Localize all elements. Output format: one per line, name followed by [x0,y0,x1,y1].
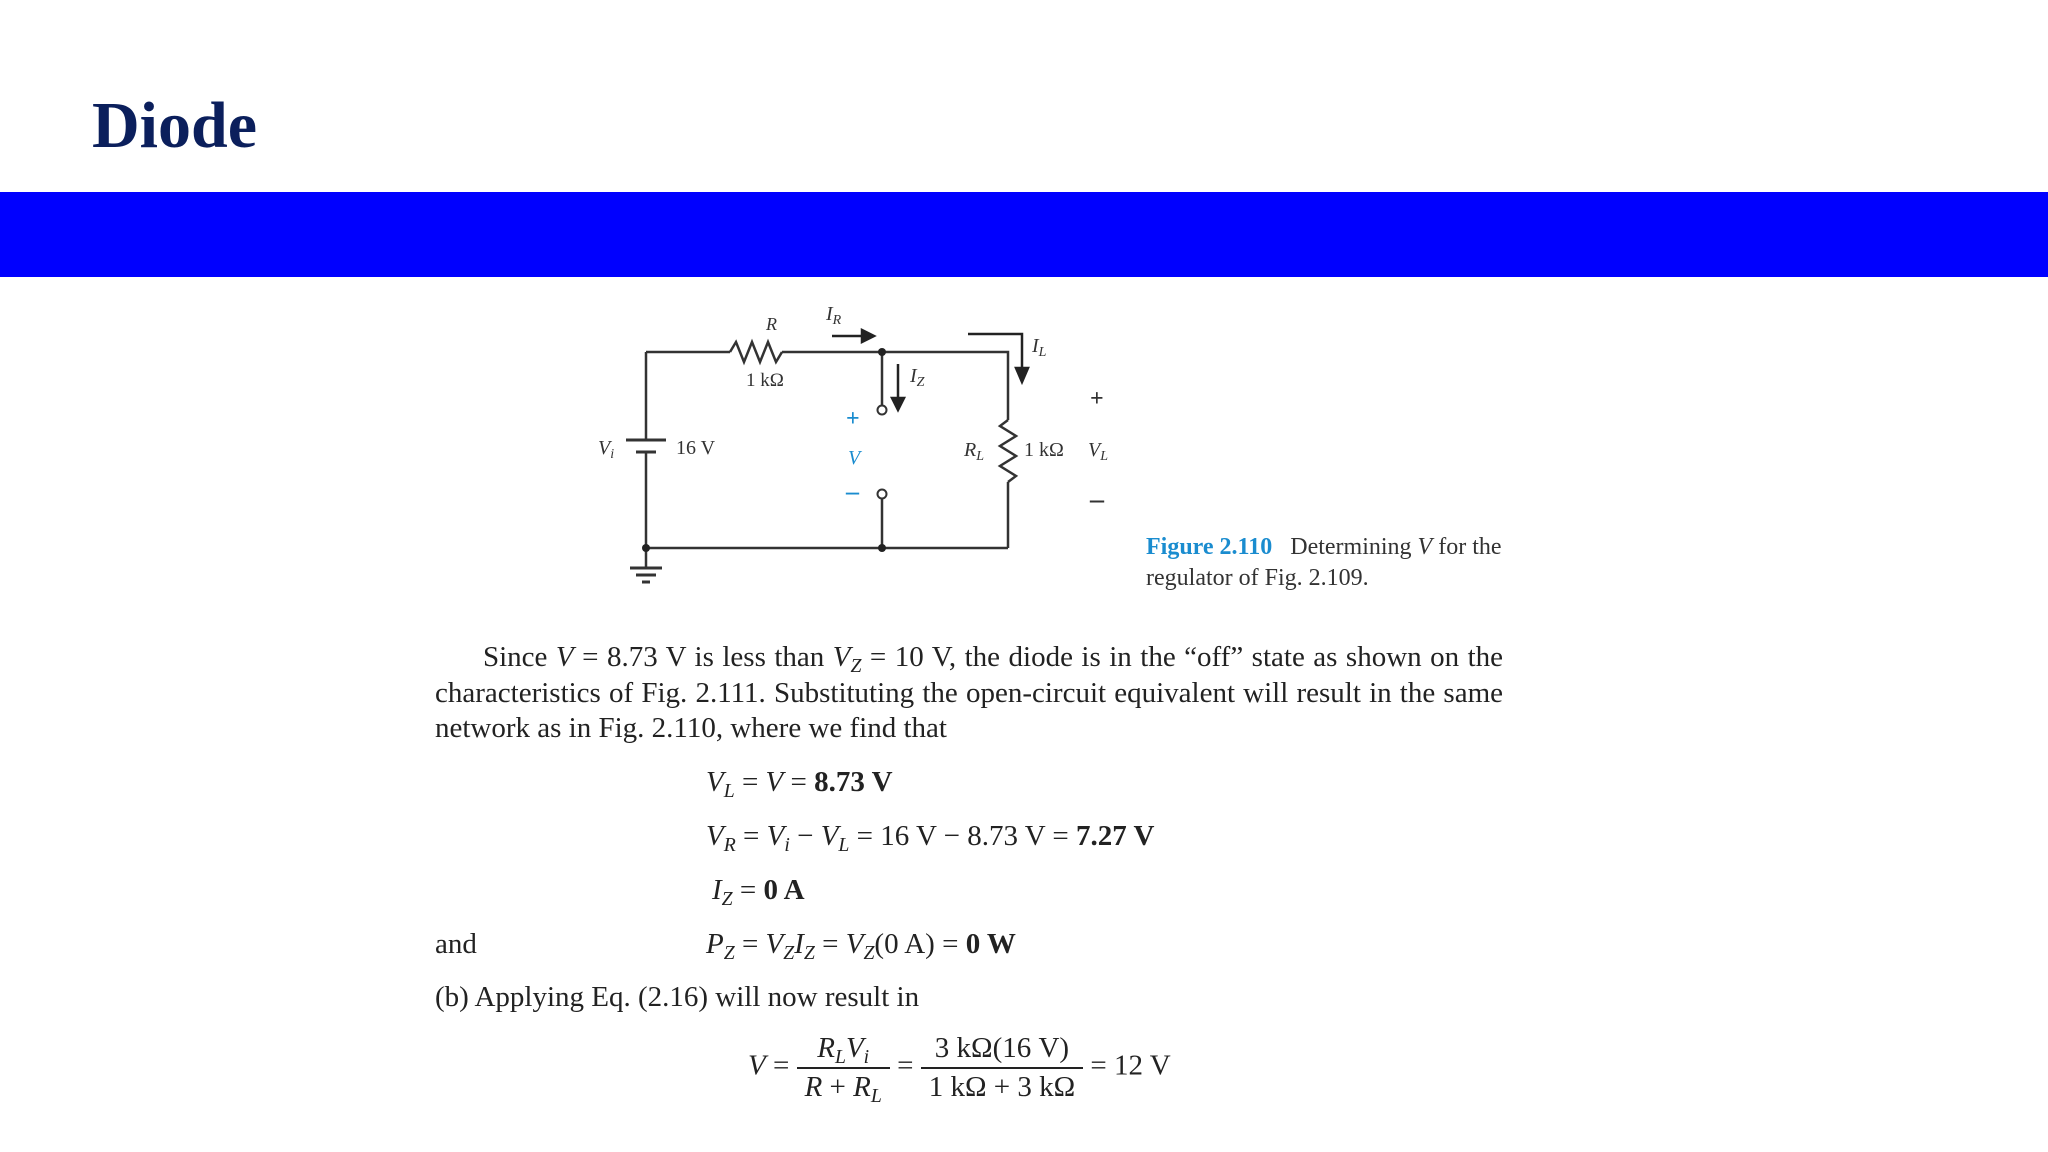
figure-label: Figure 2.110 [1146,534,1273,560]
label-vl: $V_L$ [1088,439,1109,464]
and-word: and [435,928,477,960]
circuit-diagram [560,290,1120,600]
equation-v: V = $\frac{R_LV_i}{R + R_L}$ = $\frac{3 k\Omega(16 V)}{1 k\Omega + 3 k\Omega}$ = 12 V [748,1032,1171,1107]
node-top [878,348,886,356]
wire-top-right [968,352,1008,420]
label-vl-plus: + [1090,386,1104,412]
header-bar [0,192,2048,277]
open-terminal-top [878,406,887,415]
slide-title: Diode [92,89,257,162]
body-paragraph: Since V = 8.73 V is less than $V_Z = 10$ V, the diode is in the “off” state as shown on the characteristics of Fig. 2.111. Substituting the open-circuit equivalent will result in the same network as in Fig. 2.110, where we find that [435,641,1504,744]
label-v: V [848,447,861,469]
resistor-r [730,342,782,362]
equation-pz: $P_Z = V_ZI_Z = V_Z(0$ A) = 0 W [706,928,1016,964]
label-v-plus: + [846,406,860,432]
label-rl-value: 1 kΩ [1024,439,1064,461]
resistor-rl [1000,420,1016,482]
node-bottom-left [642,544,650,552]
ir-arrow-head [862,330,874,342]
node-bottom [878,544,886,552]
il-arrow-head [1016,368,1028,382]
equation-iz: $I_Z = 0$ A [712,874,805,910]
label-v-minus: – [846,477,859,506]
label-ir: $I_R$ [826,303,842,328]
equation-vr: $V_R = V_i - V_L = 16$ V − 8.73 V = 7.27 V [706,820,1155,856]
label-il: $I_L$ [1032,335,1047,360]
label-source-value: 16 V [676,437,716,459]
fraction-numeric: $\frac{3 k\Omega(16 V)}{1 k\Omega + 3 k\Omega}$ [921,1032,1083,1104]
label-vi: $V_i$ [598,437,615,462]
part-b-text: (b) Applying Eq. (2.16) will now result in [435,981,920,1013]
caption-text-2: for the regulator of Fig. 2.109. [1146,534,1502,591]
caption-var: V [1417,534,1433,560]
label-rl: $R_L$ [964,439,985,464]
label-r: R [766,314,777,334]
fraction-symbolic: $\frac{R_LV_i}{R + R_L}$ [797,1032,890,1104]
label-vl-minus: – [1090,484,1104,515]
iz-arrow-head [892,398,904,410]
label-r-value: 1 kΩ [746,370,784,391]
label-iz: $I_Z$ [910,365,925,390]
open-terminal-bottom [878,490,887,499]
figure-caption [1146,532,1526,594]
equation-vl: $V_L = V = 8.73$ V [706,766,893,802]
caption-text-1: Determining [1290,534,1412,560]
